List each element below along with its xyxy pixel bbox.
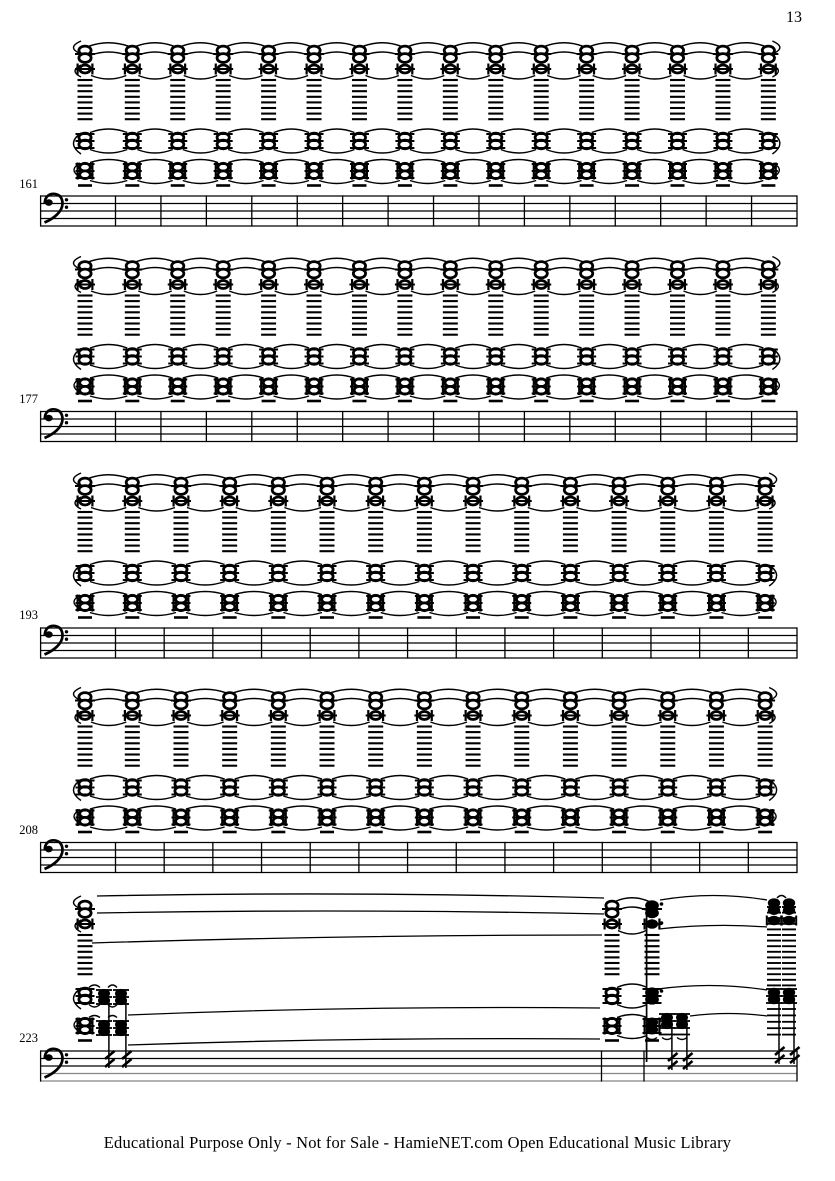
measure-number: 223: [19, 1031, 38, 1045]
measure-number: 177: [19, 392, 38, 406]
measure-number: 208: [19, 823, 38, 837]
page-number: 13: [786, 9, 802, 26]
measure-number: 193: [19, 608, 38, 622]
measure-number: 161: [19, 177, 38, 191]
footer-credit: Educational Purpose Only - Not for Sale - HamieNET.com Open Educational Music Library: [103, 1133, 732, 1152]
